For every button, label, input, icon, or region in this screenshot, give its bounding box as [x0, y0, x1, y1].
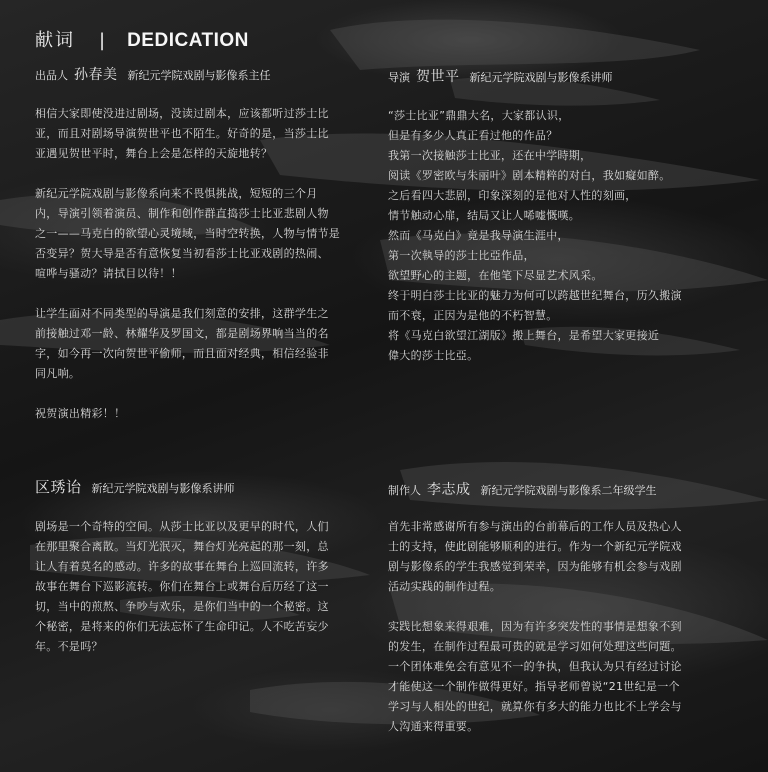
producer-paragraph: [35, 104, 365, 164]
lecturer-title: 新纪元学院戏剧与影像系讲师: [91, 482, 235, 495]
text-line: 喧哗与骚动？请拭目以待！！: [35, 267, 182, 280]
header-title-en: DEDICATION: [127, 30, 249, 51]
text-line: 才能使这一个制作做得更好。指导老师曾说“21世纪是一个: [388, 680, 680, 693]
text-line: 终于明白莎士比亚的魅力为何可以跨越世纪舞台，历久搬演: [388, 289, 682, 302]
director-title: 新纪元学院戏剧与影像系讲师: [469, 71, 613, 84]
producer-paragraph: [35, 404, 365, 424]
lecturer-name: 区琇诒: [35, 478, 82, 496]
text-line: 亚，而且对剧场导演贺世平也不陌生。好奇的是，当莎士比: [35, 127, 329, 140]
text-line: 切，当中的煎熬、争吵与欢乐，是你们当中的一个秘密。这: [35, 600, 329, 613]
director-role: 导演: [388, 71, 410, 84]
maker-section: [388, 479, 738, 737]
text-line: 剧场是一个奇特的空间。从莎士比亚以及更早的时代，人们: [35, 520, 329, 533]
text-line: 同凡响。: [35, 367, 81, 380]
text-line: 我第一次接触莎士比亚，还在中学時期，: [388, 149, 592, 162]
text-line: 而不衰，正因为是他的不朽智慧。: [388, 309, 558, 322]
text-line: 活动实践的制作过程。: [388, 580, 501, 593]
producer-paragraph: [35, 304, 365, 384]
maker-paragraph: [388, 517, 738, 597]
director-name: 贺世平: [416, 69, 460, 85]
text-line: 个秘密，是将来的你们无法忘怀了生命印记。人不吃苦妄少: [35, 620, 329, 633]
text-line: 祝贺演出精彩！！: [35, 407, 126, 420]
text-line: 前接触过邓一龄、林耀华及罗国文，都是剧场界响当当的名: [35, 327, 329, 340]
text-line: 字，如今再一次向贺世平偷师，而且面对经典，相信经验非: [35, 347, 329, 360]
text-line: 欲望野心的主题，在他笔下尽显艺术风采。: [388, 269, 603, 282]
text-line: 偉大的莎士比亞。: [388, 349, 479, 362]
text-line: 首先非常感谢所有参与演出的台前幕后的工作人员及热心人: [388, 520, 682, 533]
text-line: 情节触动心扉，结局又让人唏嘘慨嘆。: [388, 209, 581, 222]
text-line: 一个团体难免会有意见不一的争执，但我认为只有经过讨论: [388, 660, 682, 673]
lecturer-paragraph: [35, 517, 365, 657]
text-line: 在那里聚合离散。当灯光泯灭，舞台灯光亮起的那一刻，总: [35, 540, 329, 553]
producer-section: [35, 64, 365, 424]
text-line: 第一次執导的莎士比亞作品，: [388, 249, 535, 262]
maker-role: 制作人: [388, 484, 421, 497]
director-text: [388, 106, 733, 366]
text-line: 新纪元学院戏剧与影像系向来不畏惧挑战，短短的三个月: [35, 187, 318, 200]
text-line: 学习与人相处的世纪，就算你有多大的能力也比不上学会与: [388, 700, 682, 713]
text-line: 阅读《罗密欧与朱丽叶》剧本精粹的对白，我如癡如醉。: [388, 169, 671, 182]
text-line: 的发生，在制作过程最可贵的就是学习如何处理这些问题。: [388, 640, 682, 653]
maker-name: 李志成: [427, 482, 471, 498]
director-byline: [388, 66, 733, 86]
text-line: 否变异？贺大导是否有意恢复当初看莎士比亚戏剧的热闹、: [35, 247, 329, 260]
text-line: 让人有着莫名的感动。许多的故事在舞台上巡回流转，许多: [35, 560, 329, 573]
text-line: 士的支持，使此剧能够顺利的进行。作为一个新纪元学院戏: [388, 540, 682, 553]
maker-paragraph: [388, 617, 738, 737]
producer-byline: [35, 64, 365, 84]
text-line: 故事在舞台下巡影流转。你们在舞台上或舞台后历经了这一: [35, 580, 329, 593]
lecturer-byline: [35, 476, 365, 497]
text-line: “莎士比亚”鼎鼎大名，大家都认识，: [388, 109, 570, 122]
producer-role: 出品人: [35, 69, 68, 82]
header-separator: |: [99, 30, 106, 51]
text-line: 内，导演引领着演员、制作和创作群直捣莎士比亚悲剧人物: [35, 207, 329, 220]
text-line: 年。不是吗？: [35, 640, 103, 653]
producer-title: 新纪元学院戏剧与影像系主任: [127, 69, 271, 82]
text-line: 亚遇见贺世平时，舞台上会是怎样的天旋地转？: [35, 147, 273, 160]
text-line: 之一——马克白的欲望心灵境域，当时空转换，人物与情节是: [35, 227, 341, 240]
header-title-cn: 献词: [35, 30, 75, 51]
producer-name: 孙春美: [74, 67, 118, 83]
text-line: 让学生面对不同类型的导演是我们刻意的安排，这群学生之: [35, 307, 329, 320]
text-line: 但是有多少人真正看过他的作品？: [388, 129, 558, 142]
producer-paragraph: [35, 184, 365, 284]
text-line: 相信大家即使没进过剧场，没读过剧本，应该都听过莎士比: [35, 107, 329, 120]
text-line: 人沟通来得重要。: [388, 720, 479, 733]
maker-title: 新纪元学院戏剧与影像系二年级学生: [480, 484, 657, 497]
lecturer-section: [35, 476, 365, 657]
page-header: [35, 26, 249, 52]
text-line: 将《马克白欲望江湖版》搬上舞台，是希望大家更接近: [388, 329, 660, 342]
director-section: [388, 66, 733, 366]
text-line: 之后看四大悲剧，印象深刻的是他对人性的刻画，: [388, 189, 637, 202]
text-line: 剧与影像系的学生我感觉到荣幸，因为能够有机会参与戏剧: [388, 560, 682, 573]
maker-byline: [388, 479, 738, 499]
text-line: 然而《马克白》竟是我导演生涯中，: [388, 229, 569, 242]
text-line: 实践比想象来得艰难，因为有许多突发性的事情是想象不到: [388, 620, 682, 633]
